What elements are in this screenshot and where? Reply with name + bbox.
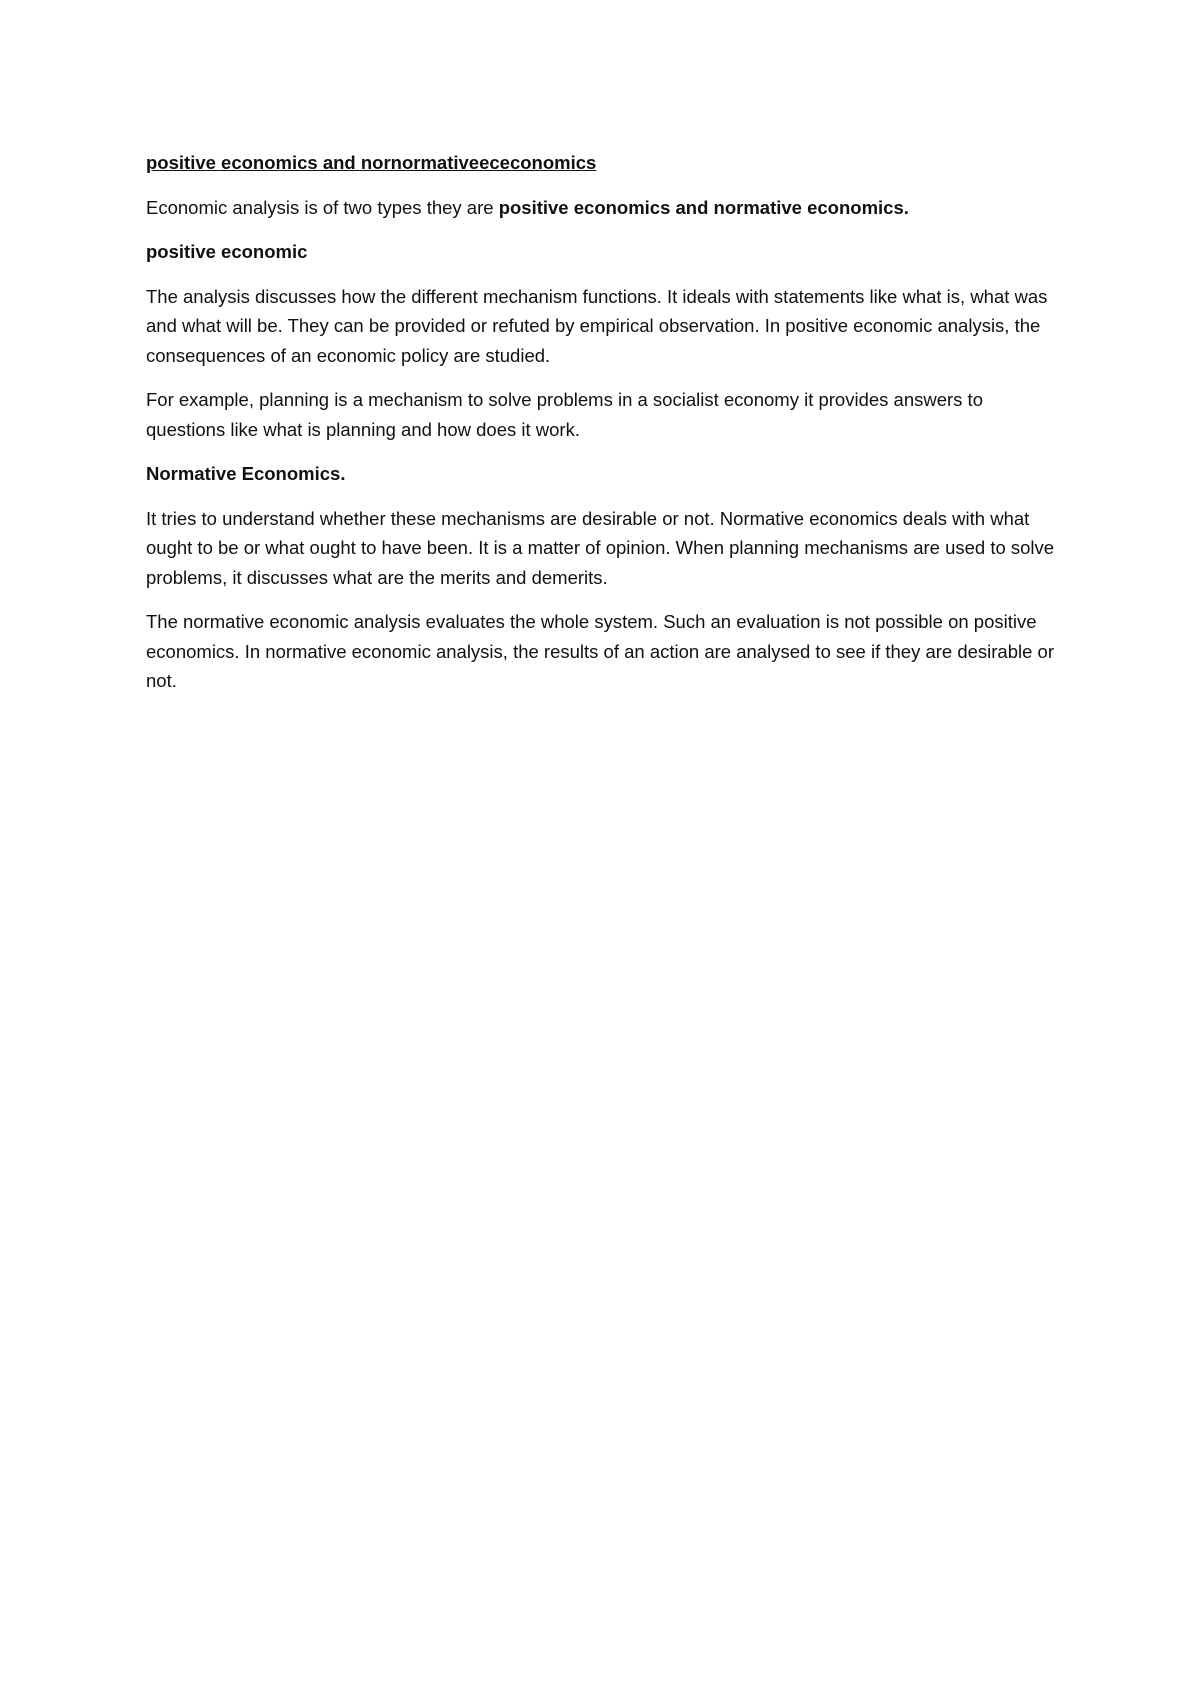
normative-paragraph-2: The normative economic analysis evaluates the whole system. Such an evaluation is not possible on positive economics. In normative economic analysis, the results of an action are analysed to see if they are desirable or not. [146,611,1054,691]
normative-paragraph-1: It tries to understand whether these mechanisms are desirable or not. Normative economics deals with what ought to be or what ought to have been. It is a matter of opinion. When planning mechanisms are used to solve problems, it discusses what are the merits and demerits. [146,507,1055,588]
positive-paragraph-1: The analysis discusses how the different mechanism functions. It ideals with statements like what is, what was and what will be. They can be provided or refuted by empirical observation. In positive economic analysis, the consequences of an economic policy are studied. [146,285,1048,366]
intro-text: Economic analysis is of two types they are [146,196,499,218]
section-heading-positive: positive economic [146,241,308,262]
intro-bold-text: positive economics and normative economics. [498,196,909,218]
section-heading-normative: Normative Economics. [146,463,346,484]
positive-paragraph-2: For example, planning is a mechanism to solve problems in a socialist economy it provides answers to questions like what is planning and how does it work. [146,389,983,440]
intro-paragraph [146,193,1066,223]
document-body [146,148,1066,711]
document-title: positive economics and nornormativeececonomics [146,152,597,173]
